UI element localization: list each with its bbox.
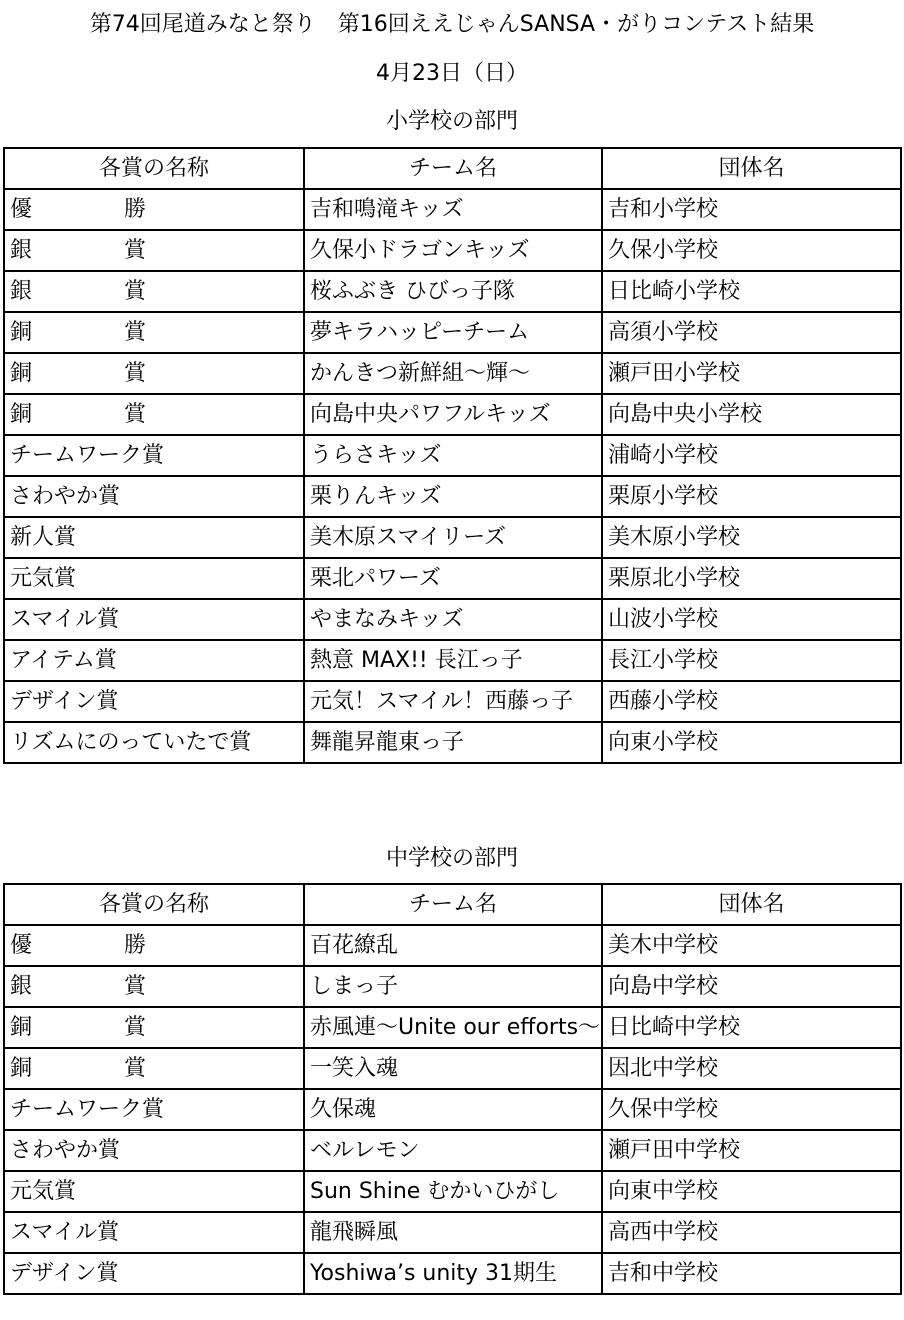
table-row — [4, 1048, 901, 1089]
award-name-part: 賞 — [123, 1056, 146, 1081]
table-row — [4, 394, 901, 435]
award-name-part: 優 — [10, 933, 33, 958]
award-name — [10, 1172, 303, 1211]
award-name-part: 銅 — [10, 1015, 33, 1040]
award-cell — [4, 189, 304, 230]
table-row — [4, 435, 901, 476]
award-name — [10, 641, 303, 680]
award-name-part: 優 — [10, 197, 33, 222]
organization-cell: 美木原小学校 — [602, 517, 901, 558]
award-name-part: さわやか賞 — [10, 1138, 121, 1163]
team-name-cell: 一笑入魂 — [304, 1048, 602, 1089]
table-row — [4, 558, 901, 599]
award-name — [10, 1213, 303, 1252]
award-cell — [4, 1171, 304, 1212]
award-name — [10, 559, 303, 598]
organization-cell: 浦崎小学校 — [602, 435, 901, 476]
award-name-part: リズムにのっていたで賞 — [10, 730, 252, 755]
award-name-part: 賞 — [123, 402, 146, 427]
organization-cell: 栗原小学校 — [602, 476, 901, 517]
award-name-part: スマイル賞 — [10, 1220, 120, 1245]
award-cell — [4, 435, 304, 476]
table-header-row — [4, 884, 901, 925]
organization-cell: 日比崎中学校 — [602, 1007, 901, 1048]
award-name-part: 銀 — [10, 238, 33, 263]
junior-section-heading: 中学校の部門 — [385, 846, 518, 871]
table-row — [4, 640, 901, 681]
award-cell — [4, 925, 304, 966]
table-row — [4, 925, 901, 966]
table-row — [4, 271, 901, 312]
award-cell — [4, 1048, 304, 1089]
organization-cell: 瀬戸田中学校 — [602, 1130, 901, 1171]
award-name-part: チームワーク賞 — [10, 1097, 165, 1122]
award-name — [10, 723, 303, 762]
award-name-part: 勝 — [123, 933, 146, 958]
table-row — [4, 599, 901, 640]
table-row — [4, 1253, 901, 1294]
table-row — [4, 230, 901, 271]
header-organization: 団体名 — [602, 148, 901, 189]
award-name-part: デザイン賞 — [10, 689, 119, 714]
organization-cell: 高須小学校 — [602, 312, 901, 353]
page-title: 第74回尾道みなと祭り 第16回ええじゃんSANSA・がりコンテスト結果 — [89, 12, 815, 37]
award-name — [10, 518, 303, 557]
team-name-cell: 元気！スマイル！西藤っ子 — [304, 681, 602, 722]
team-name-cell: かんきつ新鮮組～輝～ — [304, 353, 602, 394]
team-name-cell: 舞龍昇龍東っ子 — [304, 722, 602, 763]
award-cell — [4, 722, 304, 763]
award-name-part: スマイル賞 — [10, 607, 120, 632]
table-row — [4, 966, 901, 1007]
team-name-cell: Sun Shine むかいひがし — [304, 1171, 602, 1212]
award-cell — [4, 681, 304, 722]
team-name-cell: 桜ふぶき ひびっ子隊 — [304, 271, 602, 312]
award-cell — [4, 599, 304, 640]
award-cell — [4, 476, 304, 517]
award-name-part: 賞 — [123, 320, 146, 345]
award-cell — [4, 1212, 304, 1253]
team-name-cell: 栗りんキッズ — [304, 476, 602, 517]
award-name — [10, 313, 146, 352]
organization-cell: 吉和中学校 — [602, 1253, 901, 1294]
header-team: チーム名 — [304, 148, 602, 189]
team-name-cell: 熱意 MAX!! 長江っ子 — [304, 640, 602, 681]
header-award: 各賞の名称 — [4, 884, 304, 925]
elementary-table-body — [4, 189, 901, 763]
award-name-part: 銀 — [10, 279, 33, 304]
award-name — [10, 1008, 146, 1047]
organization-cell: 久保中学校 — [602, 1089, 901, 1130]
team-name-cell: 久保魂 — [304, 1089, 602, 1130]
team-name-cell: 龍飛瞬風 — [304, 1212, 602, 1253]
award-cell — [4, 1007, 304, 1048]
award-name-part: 賞 — [123, 238, 146, 263]
award-name — [10, 1090, 303, 1129]
award-name-part: デザイン賞 — [10, 1261, 119, 1286]
award-cell — [4, 558, 304, 599]
award-cell — [4, 1130, 304, 1171]
team-name-cell: 向島中央パワフルキッズ — [304, 394, 602, 435]
award-name — [10, 926, 146, 965]
table-row — [4, 189, 901, 230]
award-name-part: 賞 — [123, 279, 146, 304]
organization-cell: 日比崎小学校 — [602, 271, 901, 312]
award-name-part: 銅 — [10, 320, 33, 345]
team-name-cell: 栗北パワーズ — [304, 558, 602, 599]
award-name-part: 賞 — [123, 361, 146, 386]
junior-table-body — [4, 925, 901, 1294]
header-team: チーム名 — [304, 884, 602, 925]
award-name — [10, 354, 146, 393]
table-row — [4, 681, 901, 722]
team-name-cell: 吉和鳴滝キッズ — [304, 189, 602, 230]
team-name-cell: うらさキッズ — [304, 435, 602, 476]
award-cell — [4, 230, 304, 271]
team-name-cell: 赤風連～Unite our efforts～ — [304, 1007, 602, 1048]
award-name-part: 元気賞 — [10, 1179, 77, 1204]
organization-cell: 吉和小学校 — [602, 189, 901, 230]
table-row — [4, 1130, 901, 1171]
award-cell — [4, 271, 304, 312]
award-name-part: 銅 — [10, 402, 33, 427]
award-cell — [4, 966, 304, 1007]
award-cell — [4, 353, 304, 394]
award-name — [10, 231, 146, 270]
award-name-part: 賞 — [123, 974, 146, 999]
award-name-part: 新人賞 — [10, 525, 77, 550]
award-name-part: 賞 — [123, 1015, 146, 1040]
award-name-part: 元気賞 — [10, 566, 77, 591]
organization-cell: 瀬戸田小学校 — [602, 353, 901, 394]
award-name-part: 勝 — [123, 197, 146, 222]
team-name-cell: Yoshiwa’s unity 31期生 — [304, 1253, 602, 1294]
award-name — [10, 600, 303, 639]
organization-cell: 美木中学校 — [602, 925, 901, 966]
award-name-part: チームワーク賞 — [10, 443, 165, 468]
team-name-cell: 久保小ドラゴンキッズ — [304, 230, 602, 271]
award-name-part: 銀 — [10, 974, 33, 999]
table-row — [4, 1007, 901, 1048]
organization-cell: 栗原北小学校 — [602, 558, 901, 599]
organization-cell: 山波小学校 — [602, 599, 901, 640]
header-award: 各賞の名称 — [4, 148, 304, 189]
table-row — [4, 476, 901, 517]
team-name-cell: やまなみキッズ — [304, 599, 602, 640]
team-name-cell: 百花繚乱 — [304, 925, 602, 966]
event-date: 4月23日（日） — [376, 61, 528, 86]
award-name — [10, 272, 146, 311]
team-name-cell: 夢キラハッピーチーム — [304, 312, 602, 353]
table-row — [4, 517, 901, 558]
organization-cell: 向島中学校 — [602, 966, 901, 1007]
award-name — [10, 967, 146, 1006]
table-row — [4, 1089, 901, 1130]
award-name — [10, 436, 303, 475]
award-cell — [4, 312, 304, 353]
table-header-row — [4, 148, 901, 189]
award-cell — [4, 517, 304, 558]
award-cell — [4, 1253, 304, 1294]
award-name — [10, 1254, 303, 1293]
award-name — [10, 477, 303, 516]
organization-cell: 長江小学校 — [602, 640, 901, 681]
organization-cell: 西藤小学校 — [602, 681, 901, 722]
elementary-section-heading: 小学校の部門 — [385, 109, 518, 134]
organization-cell: 高西中学校 — [602, 1212, 901, 1253]
table-row — [4, 353, 901, 394]
award-name — [10, 1049, 146, 1088]
junior-results-table — [3, 883, 902, 1295]
award-name-part: 銅 — [10, 361, 33, 386]
table-row — [4, 1171, 901, 1212]
team-name-cell: ベルレモン — [304, 1130, 602, 1171]
award-name-part: 銅 — [10, 1056, 33, 1081]
award-name — [10, 190, 146, 229]
team-name-cell: しまっ子 — [304, 966, 602, 1007]
table-row — [4, 722, 901, 763]
award-name — [10, 1131, 303, 1170]
award-cell — [4, 640, 304, 681]
award-name — [10, 682, 303, 721]
award-name-part: アイテム賞 — [10, 648, 117, 673]
table-row — [4, 312, 901, 353]
elementary-results-table — [3, 147, 902, 764]
team-name-cell: 美木原スマイリーズ — [304, 517, 602, 558]
award-cell — [4, 394, 304, 435]
award-name — [10, 395, 146, 434]
organization-cell: 向東小学校 — [602, 722, 901, 763]
organization-cell: 向東中学校 — [602, 1171, 901, 1212]
organization-cell: 因北中学校 — [602, 1048, 901, 1089]
award-name-part: さわやか賞 — [10, 484, 121, 509]
organization-cell: 向島中央小学校 — [602, 394, 901, 435]
award-cell — [4, 1089, 304, 1130]
table-row — [4, 1212, 901, 1253]
organization-cell: 久保小学校 — [602, 230, 901, 271]
header-organization: 団体名 — [602, 884, 901, 925]
